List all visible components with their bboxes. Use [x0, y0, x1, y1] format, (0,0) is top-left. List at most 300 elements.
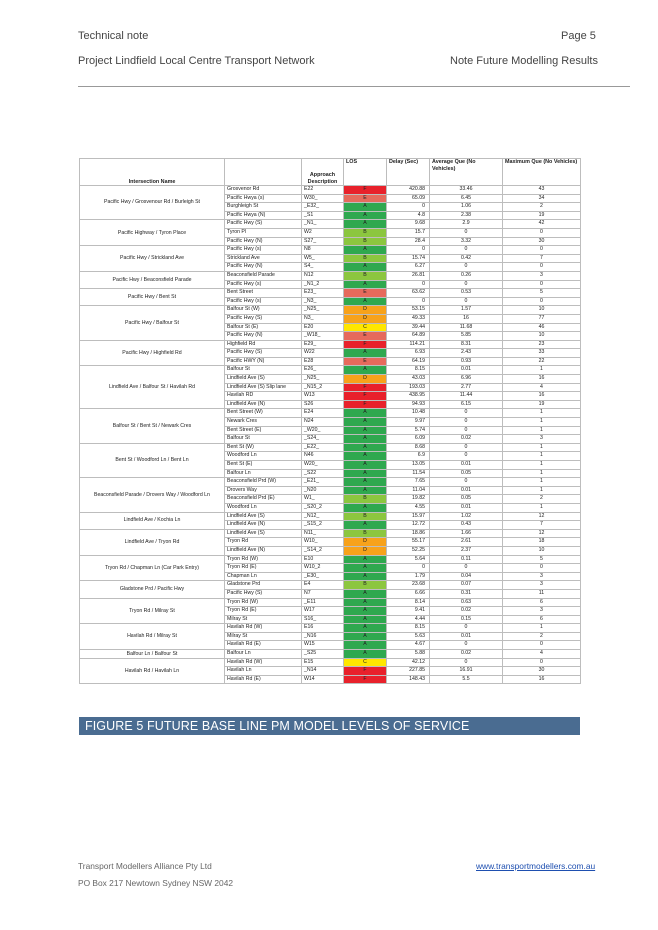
approach-code: _W18_ [302, 332, 344, 341]
maximum-queue: 1 [503, 418, 581, 427]
average-queue: 0 [430, 478, 503, 487]
approach-code: W30_ [302, 194, 344, 203]
approach-name: Strickland Ave [225, 254, 302, 263]
maximum-queue: 0 [503, 658, 581, 667]
average-queue: 0 [430, 641, 503, 650]
average-queue: 0 [430, 280, 503, 289]
approach-name: Havilah Rd (W) [225, 624, 302, 633]
approach-code: S16_ [302, 615, 344, 624]
average-queue: 0.31 [430, 589, 503, 598]
delay-value: 64.89 [387, 332, 430, 341]
los-grade: A [344, 443, 387, 452]
maximum-queue: 1 [503, 409, 581, 418]
header-page-number: Page 5 [561, 30, 596, 42]
los-grade: E [344, 194, 387, 203]
los-grade: A [344, 555, 387, 564]
los-grade: F [344, 392, 387, 401]
average-queue: 0.63 [430, 598, 503, 607]
los-grade: D [344, 538, 387, 547]
average-queue: 0 [430, 426, 503, 435]
average-queue: 0.07 [430, 581, 503, 590]
approach-name: Pacific Hwy (S) [225, 349, 302, 358]
maximum-queue: 0 [503, 564, 581, 573]
delay-value: 52.25 [387, 546, 430, 555]
delay-value: 15.7 [387, 228, 430, 237]
los-grade: A [344, 650, 387, 659]
approach-code: W13 [302, 392, 344, 401]
approach-name: Milray St [225, 615, 302, 624]
approach-name: Tryon Rd (E) [225, 607, 302, 616]
average-queue: 0 [430, 418, 503, 427]
approach-code: _N12_ [302, 512, 344, 521]
delay-value: 4.55 [387, 503, 430, 512]
los-grade: A [344, 435, 387, 444]
delay-value: 6.27 [387, 263, 430, 272]
los-grade: A [344, 624, 387, 633]
header-avg-queue: Average Que (No Vehicles) [430, 159, 503, 186]
approach-name: Balfour St [225, 366, 302, 375]
approach-name: Bent Street (W) [225, 409, 302, 418]
approach-name: Pacific Hwy (S) [225, 314, 302, 323]
approach-name: Bent St (W) [225, 443, 302, 452]
table-row [80, 306, 581, 315]
intersection-name: Balfour St / Bent St / Newark Cres [80, 409, 225, 443]
approach-name: Milray St [225, 632, 302, 641]
los-grade: F [344, 186, 387, 195]
approach-name: Woodford Ln [225, 452, 302, 461]
table-row [80, 409, 581, 418]
approach-name: Balfour St (W) [225, 306, 302, 315]
delay-value: 9.41 [387, 607, 430, 616]
approach-name: Pacific Hwy (s) [225, 297, 302, 306]
approach-code: N46 [302, 452, 344, 461]
approach-code: _N16 [302, 632, 344, 641]
approach-code: _E30_ [302, 572, 344, 581]
maximum-queue: 2 [503, 495, 581, 504]
maximum-queue: 77 [503, 314, 581, 323]
approach-name: Havilah Rd (E) [225, 675, 302, 684]
maximum-queue: 0 [503, 228, 581, 237]
approach-code: W22 [302, 349, 344, 358]
los-grade: A [344, 478, 387, 487]
average-queue: 0.02 [430, 607, 503, 616]
average-queue: 0 [430, 228, 503, 237]
approach-name: Woodford Ln [225, 503, 302, 512]
delay-value: 63.62 [387, 289, 430, 298]
maximum-queue: 7 [503, 521, 581, 530]
los-grade: F [344, 675, 387, 684]
delay-value: 6.09 [387, 435, 430, 444]
maximum-queue: 19 [503, 211, 581, 220]
header-doc-type: Technical note [78, 30, 149, 42]
delay-value: 8.15 [387, 366, 430, 375]
delay-value: 94.93 [387, 400, 430, 409]
los-grade: A [344, 503, 387, 512]
intersection-name: Pacific Hwy / Balfour St [80, 306, 225, 340]
delay-value: 7.65 [387, 478, 430, 487]
delay-value: 10.48 [387, 409, 430, 418]
delay-value: 12.72 [387, 521, 430, 530]
maximum-queue: 30 [503, 237, 581, 246]
maximum-queue: 16 [503, 392, 581, 401]
los-grade: A [344, 409, 387, 418]
maximum-queue: 16 [503, 375, 581, 384]
maximum-queue: 22 [503, 357, 581, 366]
delay-value: 4.44 [387, 615, 430, 624]
maximum-queue: 42 [503, 220, 581, 229]
los-table [79, 158, 581, 684]
los-grade: D [344, 546, 387, 555]
approach-code: _W20_ [302, 426, 344, 435]
approach-name: Beaconsfield Prd (E) [225, 495, 302, 504]
los-grade: B [344, 237, 387, 246]
intersection-name: Beaconsfield Parade / Drovers Way / Woodford Ln [80, 478, 225, 512]
average-queue: 5.5 [430, 675, 503, 684]
delay-value: 193.03 [387, 383, 430, 392]
intersection-name: Pacific Hwy / Grosvenour Rd / Burleigh St [80, 186, 225, 220]
approach-code: S26 [302, 400, 344, 409]
approach-code: N3_ [302, 314, 344, 323]
los-grade: E [344, 332, 387, 341]
figure-caption: FIGURE 5 FUTURE BASE LINE PM MODEL LEVELS OF SERVICE [79, 717, 580, 735]
maximum-queue: 3 [503, 435, 581, 444]
maximum-queue: 18 [503, 538, 581, 547]
maximum-queue: 3 [503, 271, 581, 280]
table-row [80, 650, 581, 659]
approach-name: Pacific Hwy (S) [225, 589, 302, 598]
delay-value: 43.03 [387, 375, 430, 384]
approach-code: E15 [302, 658, 344, 667]
header-intersection: Intersection Name [80, 159, 225, 186]
average-queue: 16.91 [430, 667, 503, 676]
approach-name: Pacific Hwya (N) [225, 211, 302, 220]
maximum-queue: 30 [503, 667, 581, 676]
maximum-queue: 1 [503, 366, 581, 375]
delay-value: 227.85 [387, 667, 430, 676]
los-grade: A [344, 589, 387, 598]
intersection-name: Havilah Rd / Havilah Ln [80, 658, 225, 684]
average-queue: 33.46 [430, 186, 503, 195]
table-row [80, 598, 581, 607]
los-grade: A [344, 426, 387, 435]
los-grade: A [344, 564, 387, 573]
approach-name: Beaconsfield Prd (W) [225, 478, 302, 487]
los-grade: B [344, 495, 387, 504]
los-grade: A [344, 461, 387, 470]
los-grade: A [344, 607, 387, 616]
delay-value: 28.4 [387, 237, 430, 246]
approach-code: _N1_2 [302, 280, 344, 289]
approach-name: Lindfield Ave (S) Slip lane [225, 383, 302, 392]
delay-value: 0 [387, 280, 430, 289]
maximum-queue: 1 [503, 624, 581, 633]
average-queue: 1.06 [430, 203, 503, 212]
maximum-queue: 2 [503, 203, 581, 212]
maximum-queue: 5 [503, 289, 581, 298]
approach-code: E28 [302, 357, 344, 366]
average-queue: 0.01 [430, 366, 503, 375]
approach-name: Beaconsfield Parade [225, 271, 302, 280]
average-queue: 1.66 [430, 529, 503, 538]
los-grade: A [344, 297, 387, 306]
delay-value: 49.33 [387, 314, 430, 323]
delay-value: 8.14 [387, 598, 430, 607]
average-queue: 11.68 [430, 323, 503, 332]
average-queue: 0.11 [430, 555, 503, 564]
average-queue: 16 [430, 314, 503, 323]
header-note-title: Note Future Modelling Results [450, 55, 598, 67]
los-grade: A [344, 211, 387, 220]
delay-value: 9.68 [387, 220, 430, 229]
los-grade: A [344, 641, 387, 650]
delay-value: 5.64 [387, 555, 430, 564]
average-queue: 0.42 [430, 254, 503, 263]
intersection-name: Lindfield Ave / Balfour St / Havilah Rd [80, 366, 225, 409]
delay-value: 4.67 [387, 641, 430, 650]
approach-code: _S15_2 [302, 521, 344, 530]
los-grade: A [344, 263, 387, 272]
average-queue: 1.02 [430, 512, 503, 521]
los-grade: A [344, 521, 387, 530]
los-grade: A [344, 220, 387, 229]
approach-code: _N15_2 [302, 383, 344, 392]
delay-value: 114.21 [387, 340, 430, 349]
average-queue: 0.01 [430, 461, 503, 470]
delay-value: 8.15 [387, 624, 430, 633]
table-row [80, 624, 581, 633]
delay-value: 65.09 [387, 194, 430, 203]
los-grade: D [344, 314, 387, 323]
table-row [80, 186, 581, 195]
maximum-queue: 16 [503, 675, 581, 684]
delay-value: 420.88 [387, 186, 430, 195]
delay-value: 0 [387, 246, 430, 255]
los-grade: A [344, 246, 387, 255]
approach-name: Balfour Ln [225, 650, 302, 659]
approach-code: E16 [302, 624, 344, 633]
approach-code: E22 [302, 186, 344, 195]
approach-name: Balfour Ln [225, 469, 302, 478]
approach-name: Chapman Ln [225, 572, 302, 581]
approach-name: Tryon Rd [225, 538, 302, 547]
average-queue: 0 [430, 624, 503, 633]
approach-code: _N20 [302, 486, 344, 495]
average-queue: 2.77 [430, 383, 503, 392]
maximum-queue: 33 [503, 349, 581, 358]
intersection-name: Pacific Highway / Tyron Place [80, 220, 225, 246]
los-grade: F [344, 400, 387, 409]
maximum-queue: 0 [503, 297, 581, 306]
delay-value: 0 [387, 564, 430, 573]
delay-value: 5.63 [387, 632, 430, 641]
delay-value: 148.43 [387, 675, 430, 684]
table-row [80, 658, 581, 667]
average-queue: 2.38 [430, 211, 503, 220]
approach-name: Lindfield Ave (S) [225, 375, 302, 384]
approach-code: _S25 [302, 650, 344, 659]
average-queue: 11.44 [430, 392, 503, 401]
los-grade: E [344, 357, 387, 366]
table-row [80, 443, 581, 452]
los-grade: D [344, 375, 387, 384]
approach-code: _S22 [302, 469, 344, 478]
table-row [80, 366, 581, 375]
delay-value: 11.54 [387, 469, 430, 478]
los-grade: B [344, 581, 387, 590]
average-queue: 0.15 [430, 615, 503, 624]
average-queue: 5.85 [430, 332, 503, 341]
maximum-queue: 3 [503, 572, 581, 581]
approach-code: N11_ [302, 529, 344, 538]
average-queue: 0.01 [430, 632, 503, 641]
approach-name: Grosvenor Rd [225, 186, 302, 195]
approach-code: _S1 [302, 211, 344, 220]
approach-name: Tryon Rd (E) [225, 564, 302, 573]
footer-website-link[interactable]: www.transportmodellers.com.au [476, 861, 596, 871]
delay-value: 55.17 [387, 538, 430, 547]
maximum-queue: 0 [503, 641, 581, 650]
maximum-queue: 12 [503, 512, 581, 521]
los-grade: B [344, 512, 387, 521]
approach-code: _E21_ [302, 478, 344, 487]
average-queue: 0 [430, 452, 503, 461]
average-queue: 6.15 [430, 400, 503, 409]
approach-name: Newark Cres [225, 418, 302, 427]
approach-name: Balfour St [225, 435, 302, 444]
average-queue: 8.31 [430, 340, 503, 349]
los-grade: D [344, 306, 387, 315]
los-grade: F [344, 340, 387, 349]
approach-name: Pacific Hwy (s) [225, 246, 302, 255]
approach-name: Lindfield Ave (N) [225, 546, 302, 555]
average-queue: 2.37 [430, 546, 503, 555]
delay-value: 18.86 [387, 529, 430, 538]
intersection-name: Pacific Hwy / Highfield Rd [80, 340, 225, 366]
los-grade: F [344, 383, 387, 392]
average-queue: 0 [430, 658, 503, 667]
average-queue: 0.53 [430, 289, 503, 298]
los-grade: A [344, 349, 387, 358]
approach-name: Havilah Ln [225, 667, 302, 676]
approach-code: _N14 [302, 667, 344, 676]
delay-value: 0 [387, 203, 430, 212]
approach-code: _E11 [302, 598, 344, 607]
approach-code: W5_ [302, 254, 344, 263]
approach-code: E4 [302, 581, 344, 590]
header-project-title: Project Lindfield Local Centre Transport Network [78, 55, 315, 67]
maximum-queue: 5 [503, 555, 581, 564]
table-row [80, 478, 581, 487]
approach-code: W1_ [302, 495, 344, 504]
average-queue: 0.05 [430, 495, 503, 504]
intersection-name: Lindfield Ave / Tryon Rd [80, 529, 225, 555]
los-grade: A [344, 280, 387, 289]
average-queue: 0.01 [430, 486, 503, 495]
approach-name: Pacific Hwy (N) [225, 237, 302, 246]
los-grade: A [344, 572, 387, 581]
los-grade: A [344, 598, 387, 607]
average-queue: 6.96 [430, 375, 503, 384]
maximum-queue: 1 [503, 478, 581, 487]
average-queue: 0.43 [430, 521, 503, 530]
approach-code: _S20_2 [302, 503, 344, 512]
approach-name: Lindfield Ave (N) [225, 400, 302, 409]
intersection-name: Tryon Rd / Milray St [80, 598, 225, 624]
header-approach: Approach Description [302, 159, 344, 186]
table-row [80, 220, 581, 229]
maximum-queue: 10 [503, 306, 581, 315]
average-queue: 2.9 [430, 220, 503, 229]
approach-name: Tryon Rd (W) [225, 598, 302, 607]
maximum-queue: 6 [503, 615, 581, 624]
approach-name: Pacific Hwy (s) [225, 280, 302, 289]
approach-name: Drovers Way [225, 486, 302, 495]
delay-value: 8.68 [387, 443, 430, 452]
table-row [80, 512, 581, 521]
delay-value: 4.8 [387, 211, 430, 220]
approach-name: Pacific HWY (N) [225, 357, 302, 366]
delay-value: 15.74 [387, 254, 430, 263]
average-queue: 0 [430, 246, 503, 255]
maximum-queue: 10 [503, 332, 581, 341]
approach-name: Lindfield Ave (N) [225, 521, 302, 530]
approach-name: Bent Street (E) [225, 426, 302, 435]
delay-value: 64.19 [387, 357, 430, 366]
maximum-queue: 10 [503, 546, 581, 555]
approach-name: Lindfield Ave (S) [225, 529, 302, 538]
maximum-queue: 46 [503, 323, 581, 332]
maximum-queue: 19 [503, 400, 581, 409]
approach-code: _S24_ [302, 435, 344, 444]
approach-name: Havilah Rd (W) [225, 658, 302, 667]
approach-code: E24 [302, 409, 344, 418]
intersection-name: Gladstone Prd / Pacific Hwy [80, 581, 225, 598]
delay-value: 6.9 [387, 452, 430, 461]
delay-value: 5.88 [387, 650, 430, 659]
los-grade: B [344, 228, 387, 237]
approach-name: Bent Street [225, 289, 302, 298]
intersection-name: Balfour Ln / Balfour St [80, 650, 225, 659]
approach-code: W10_ [302, 538, 344, 547]
approach-code: N7 [302, 589, 344, 598]
intersection-name: Tryon Rd / Chapman Ln (Car Park Entry) [80, 555, 225, 581]
delay-value: 53.15 [387, 306, 430, 315]
delay-value: 6.66 [387, 589, 430, 598]
approach-code: E26_ [302, 366, 344, 375]
los-grade: B [344, 271, 387, 280]
approach-code: _N3_ [302, 297, 344, 306]
table-row [80, 340, 581, 349]
maximum-queue: 2 [503, 632, 581, 641]
intersection-name: Bent St / Woodford Ln / Bent Ln [80, 443, 225, 477]
average-queue: 0.93 [430, 357, 503, 366]
approach-name: Havilah RD [225, 392, 302, 401]
approach-code: E20 [302, 323, 344, 332]
approach-code: E29_ [302, 340, 344, 349]
average-queue: 0.26 [430, 271, 503, 280]
approach-name: Lindfield Ave (S) [225, 512, 302, 521]
maximum-queue: 0 [503, 263, 581, 272]
table-row [80, 246, 581, 255]
header-divider [78, 86, 630, 87]
approach-code: W15 [302, 641, 344, 650]
maximum-queue: 0 [503, 280, 581, 289]
maximum-queue: 0 [503, 246, 581, 255]
los-grade: A [344, 203, 387, 212]
approach-code: _N1_ [302, 220, 344, 229]
approach-name: Pacific Hwy (S) [225, 220, 302, 229]
maximum-queue: 1 [503, 503, 581, 512]
